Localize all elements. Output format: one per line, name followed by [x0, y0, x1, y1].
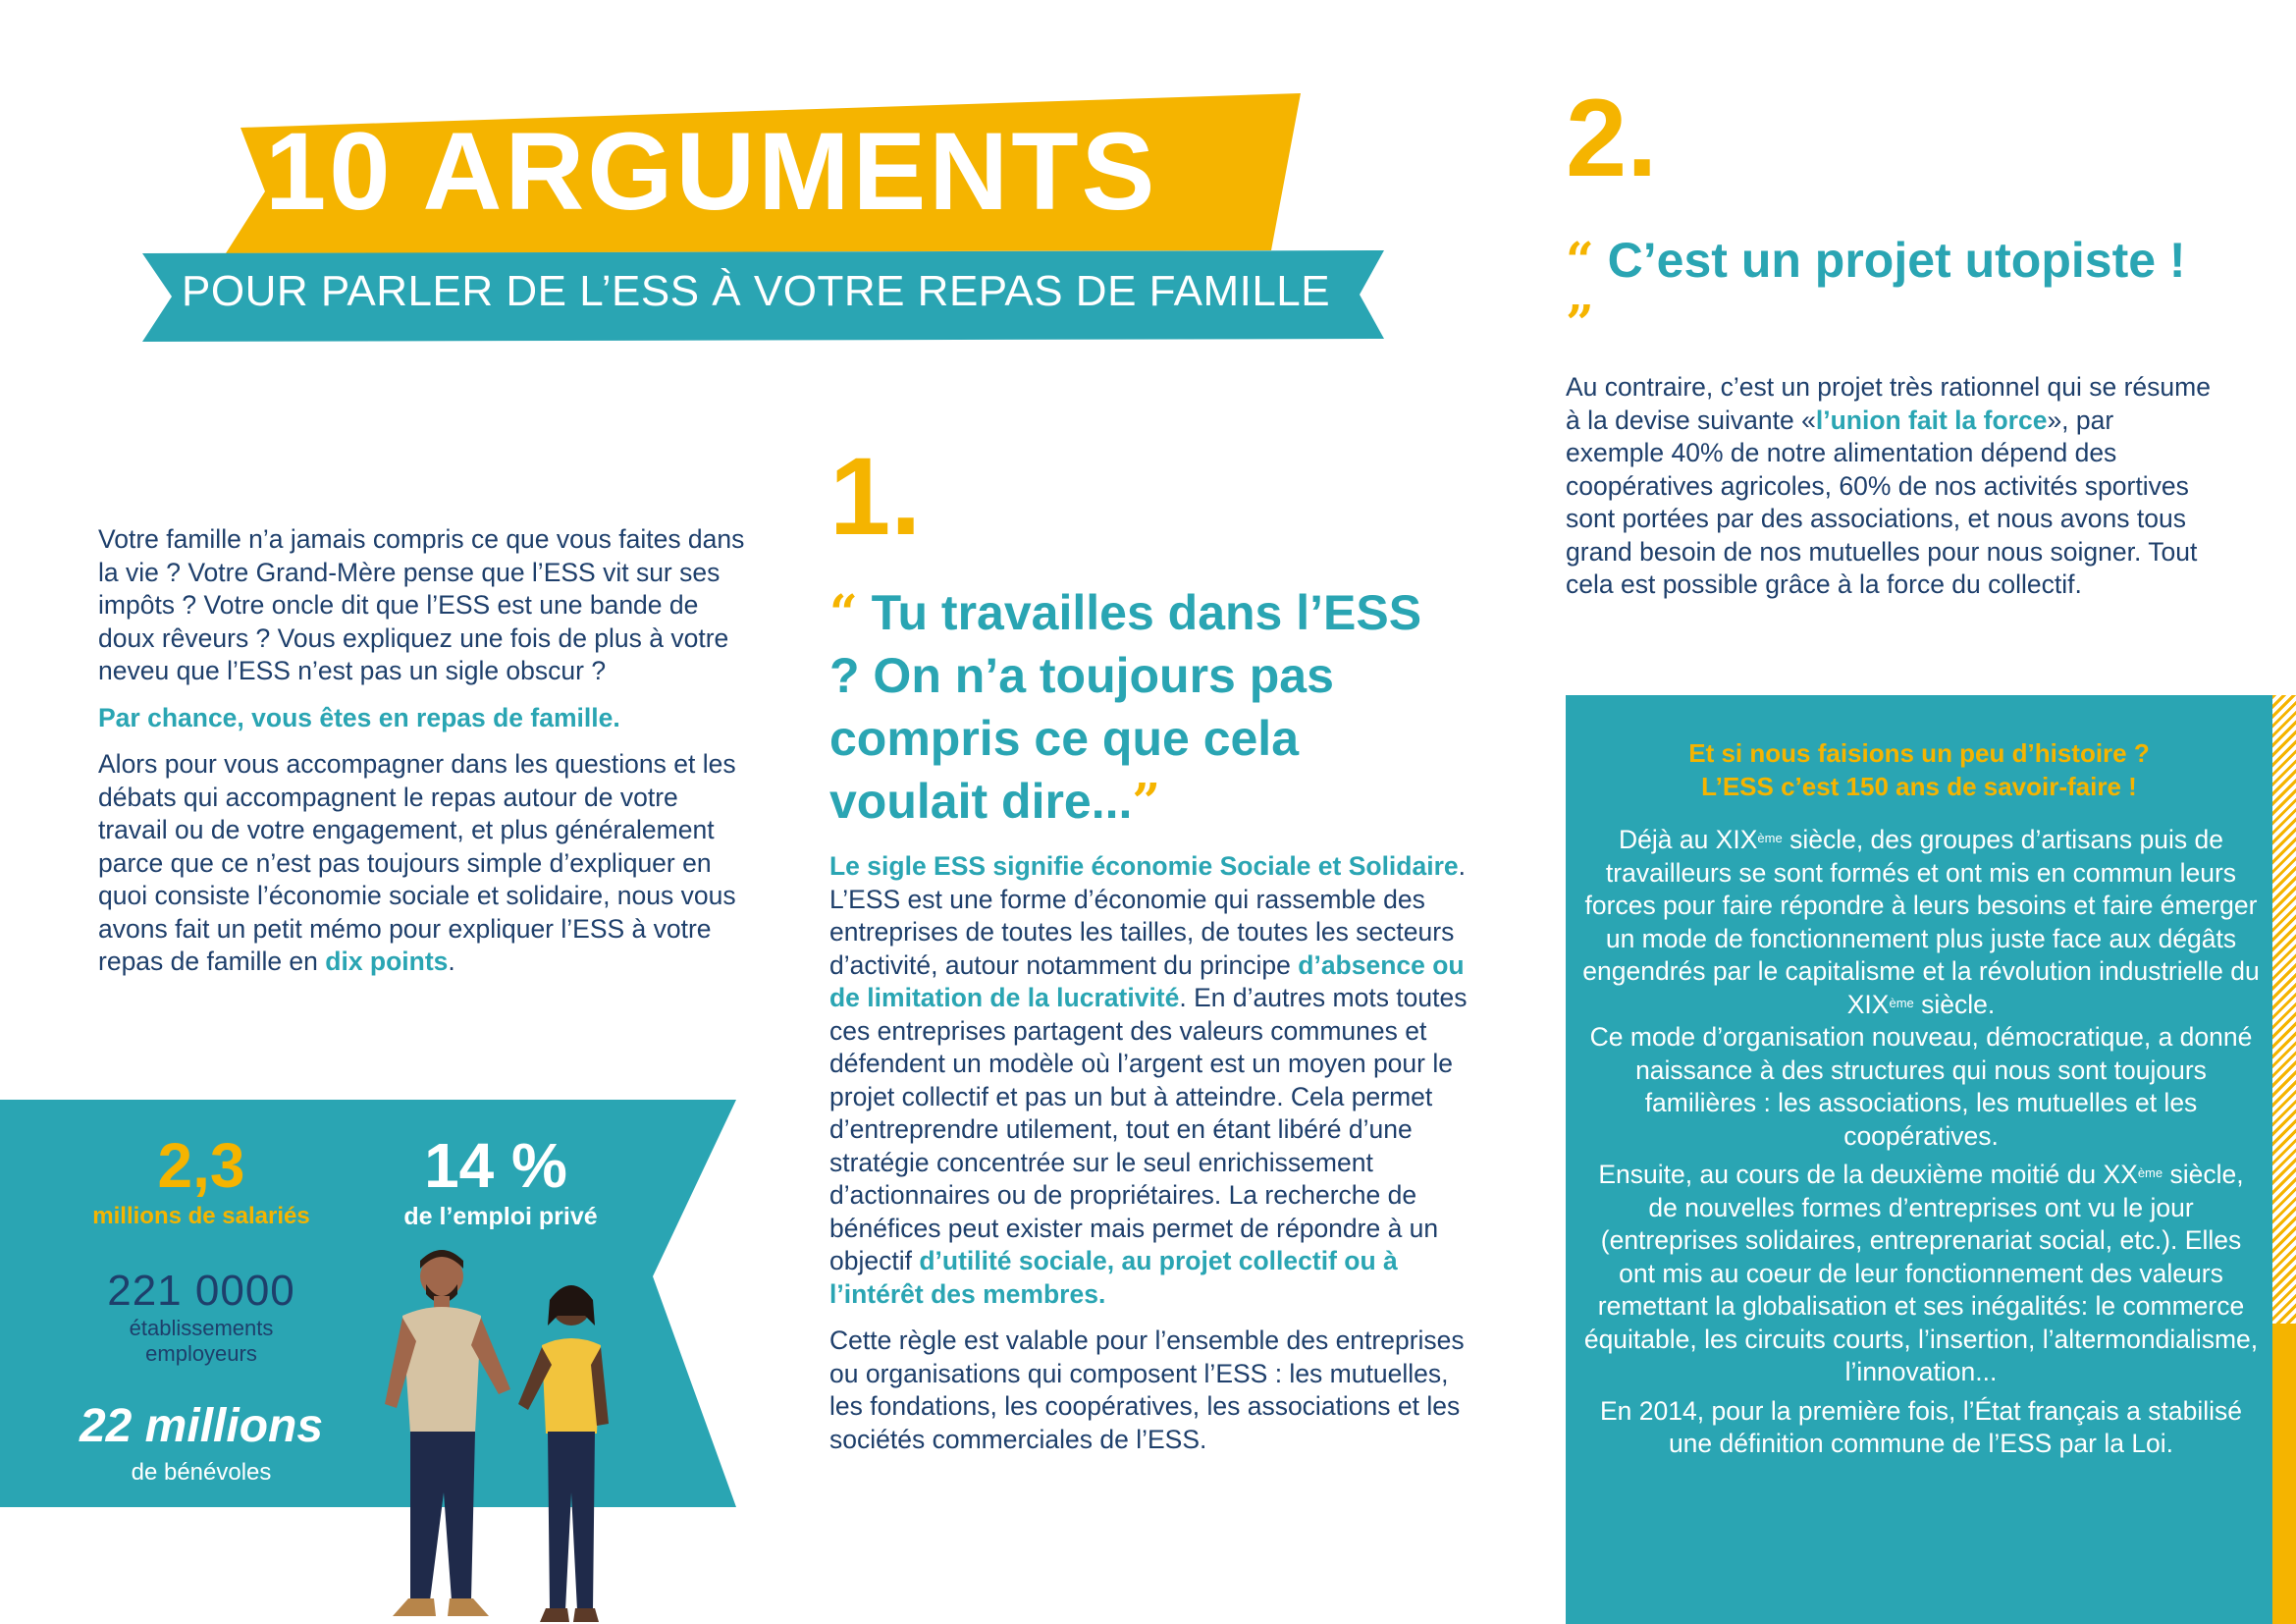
decorative-bar	[2272, 1324, 2296, 1624]
open-quote-icon: “	[829, 583, 858, 641]
establishments-label: établissements employeurs	[129, 1316, 274, 1366]
argument-1-paragraph-1: Le sigle ESS signifie économie Sociale et Solidaire. L’ESS est une forme d’économie qui rassemble des entreprises de toutes les tailles, de toutes les secteurs d’activité, autour notamment du principe d’absence ou de limitation de la lucrativité. En d’autres mots toutes ces entreprises partagent des valeurs communes et défendent un modèle où l’argent est un moyen pour le projet collectif et pas un but à atteindre. Cela permet d’entreprendre utilement, tout en étant libéré d’une stratégie concentrée sur le seul enrichissement d’actionnaires ou de propriétaires. La recherche de bénéfices peut exister mais permet de répondre à un objectif d’utilité sociale, au projet collectif ou à l’intérêt des membres.	[829, 851, 1468, 1309]
open-quote-icon: “	[1566, 231, 1594, 289]
employees-value: 2,3	[157, 1130, 245, 1201]
volunteers-label: de bénévoles	[131, 1459, 272, 1486]
intro-paragraph-3: Alors pour vous accompagner dans les questions et les débats qui accompagnent le repas autour de votre travail ou de votre engagement, et plus généralement parce que ce n’est pas toujours simple d’expliquer en quoi consiste l’économie sociale et solidaire, nous vous avons fait un petit mémo pour expliquer l’ESS à votre repas de famille en dix points.	[98, 749, 736, 976]
history-paragraph-1: Déjà au XIXème siècle, des groupes d’artisans puis de travailleurs se sont formés et ont mis en commun leurs forces pour faire répondre à leurs besoins et faire émerger un mode de fonctionnement plus juste face aux dégâts engendrés par le capitalisme et la révolution industrielle du XIXème siècle. Ce mode d’organisation nouveau, démocratique, a donné naissance à des structures qui nous sont toujours familières : les associations, les mutuelles et les coopératives.	[1582, 825, 2260, 1151]
argument-2-number: 2.	[1566, 77, 1658, 199]
woman-figure	[518, 1285, 609, 1622]
establishments-value: 221 0000	[107, 1267, 295, 1315]
intro-paragraph-1: Votre famille n’a jamais compris ce que vous faites dans la vie ? Votre Grand-Mère pense que l’ESS vit sur ses impôts ? Votre oncle dit que l’ESS est une bande de doux rêveurs ? Vous expliquez une fois de plus à votre neveu que l’ESS n’est pas un sigle obscur ?	[98, 524, 745, 685]
private-jobs-value: 14 %	[424, 1130, 567, 1201]
intro-text	[98, 523, 746, 993]
argument-2-body	[1566, 371, 2214, 602]
employees-label: millions de salariés	[92, 1203, 310, 1229]
intro-highlight: Par chance, vous êtes en repas de famille.	[98, 702, 620, 732]
close-quote-icon: ”	[1132, 772, 1161, 830]
private-jobs-label: de l’emploi privé	[403, 1203, 598, 1230]
volunteers-value: 22 millions	[79, 1400, 324, 1452]
people-illustration	[373, 1247, 638, 1624]
banner-title: 10 ARGUMENTS	[265, 110, 1158, 233]
man-figure	[385, 1250, 510, 1616]
argument-1-number: 1.	[829, 435, 922, 558]
argument-2-title: “ C’est un projet utopiste ! ”	[1566, 231, 2186, 352]
argument-1-body	[829, 850, 1477, 1470]
history-paragraph-3: En 2014, pour la première fois, l’État français a stabilisé une définition commune de l’ESS par la Loi.	[1600, 1395, 2242, 1458]
argument-1-title: “ Tu travailles dans l’ESS ? On n’a toujours pas compris ce que cela voulait dire...”	[829, 583, 1422, 830]
history-heading: Et si nous faisions un peu d’histoire ? L’ESS c’est 150 ans de savoir-faire !	[1688, 738, 2150, 801]
close-quote-icon: ”	[1566, 294, 1594, 352]
banner-subtitle: POUR PARLER DE L’ESS À VOTRE REPAS DE FAMILLE	[182, 267, 1331, 315]
history-paragraph-2: Ensuite, au cours de la deuxième moitié du XXème siècle, de nouvelles formes d’entreprises ont vu le jour (entreprises solidaires, entreprenariat social, etc.). Elles ont mis au coeur de leur fonctionnement des valeurs remettant la globalisation et ses inégalités: le commerce équitable, les circuits courts, l’insertion, l’altermondialisme, l’innovation...	[1583, 1160, 2259, 1386]
decorative-stripes	[2272, 695, 2296, 1324]
argument-2-paragraph: Au contraire, c’est un projet très rationnel qui se résume à la devise suivante «l’union fait la force», par exemple 40% de notre alimentation dépend des coopératives agricoles, 60% de nos activités sportives sont portées par des associations, et nous avons tous grand besoin de nos mutuelles pour nous soigner. Tout cela est possible grâce à la force du collectif.	[1566, 372, 2211, 599]
argument-1-paragraph-2: Cette règle est valable pour l’ensemble des entreprises ou organisations qui composent l’ESS : les mutuelles, les fondations, les coopératives, les associations et les sociétés commerciales de l’ESS.	[829, 1326, 1465, 1454]
history-text	[1582, 824, 2260, 1467]
